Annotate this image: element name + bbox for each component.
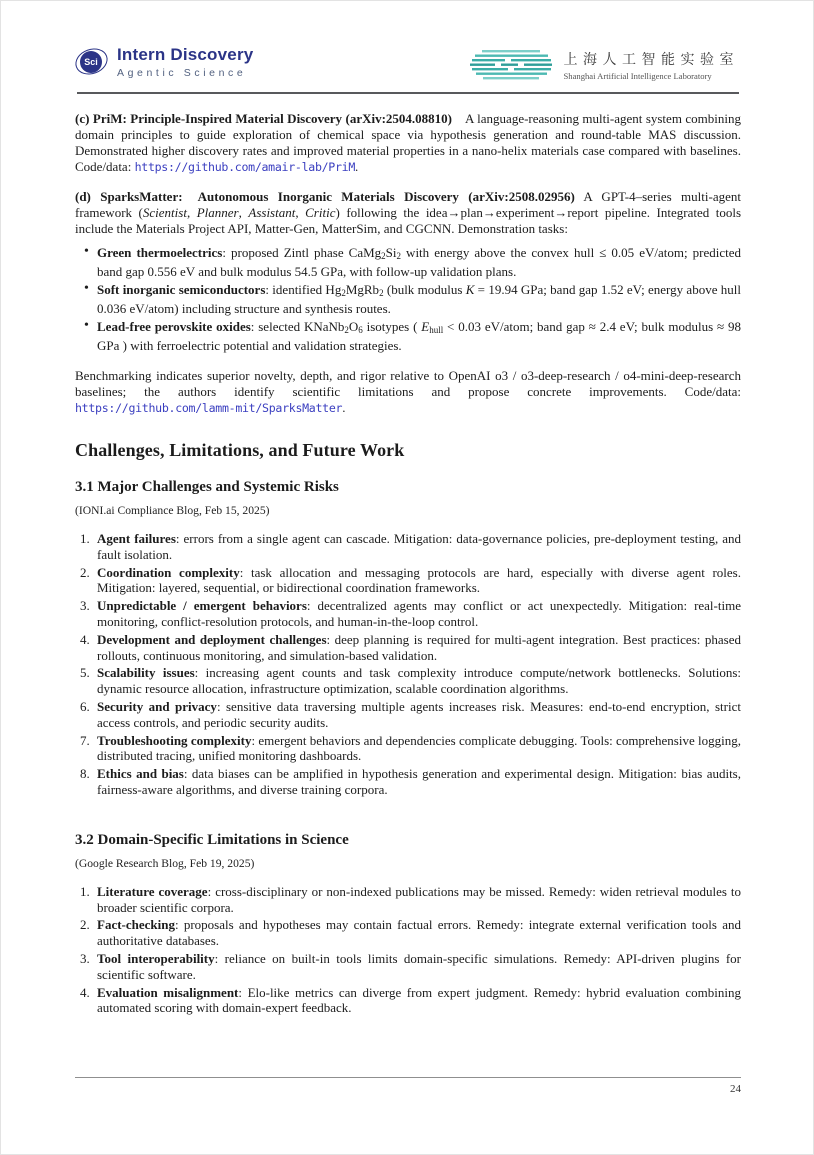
code-repo-link[interactable]: https://github.com/amair-lab/PriM — [134, 160, 356, 174]
text-segment: : identified Hg — [265, 282, 342, 297]
text-segment: ) following the idea→plan→experiment→report pipeline. Integrated tools include the Materials Project API, Matter-Gen, MatterSim, and CGCNN. Demonstration tasks: — [75, 205, 742, 236]
list-item — [75, 733, 741, 765]
text-segment: : proposed Zintl phase CaMg — [222, 245, 382, 260]
footer-divider — [75, 1077, 741, 1078]
text-segment: : reliance on built-in tools limits domain-specific simulations. Remedy: API-driven plugins for scientific software. — [97, 950, 742, 982]
text-segment: 2 — [344, 325, 349, 335]
list-item — [75, 951, 741, 983]
text-segment: Development and deployment challenges — [97, 631, 327, 647]
challenges-list — [75, 531, 741, 798]
text-segment: : decentralized agents may conflict or act unexpectedly. Mitigation: real-time monitoring, conflict-resolution protocols, and human-in-the-loop control. — [97, 598, 741, 629]
list-item — [75, 766, 741, 798]
list-item — [75, 699, 741, 731]
text-segment: Unpredictable / emergent behaviors — [97, 598, 307, 614]
teal-stripes-icon — [470, 47, 554, 83]
text-segment: : selected KNaNb — [250, 319, 345, 334]
sci-atom-icon — [75, 45, 109, 79]
text-segment: , — [295, 205, 306, 220]
text-segment: A language-reasoning multi-agent system combining domain principles to guide exploration of chemical space via hypothesis generation and round-table MAS discussion. Demonstrated higher discovery rates and improved material properties in a nano-helix materials case compared with baselines. Code/data: — [75, 111, 741, 174]
text-segment: Si — [385, 245, 397, 260]
text-segment: Green thermoelectrics — [97, 245, 223, 260]
shanghai-ai-lab-logo — [470, 47, 740, 83]
list-item — [75, 531, 741, 563]
text-segment: with energy above the convex hull ≤ 0.05 eV/atom; predicted band gap 0.556 eV and bulk modulus 54.5 GPa, with follow-up validation plans. — [97, 245, 741, 279]
logo-subtitle: Agentic Science — [117, 67, 247, 79]
list-item — [75, 985, 741, 1017]
page-header — [75, 45, 739, 83]
text-segment: : deep planning is required for multi-agent integration. Best practices: phased rollouts, continuous monitoring, and simulation-based validation. — [97, 631, 741, 663]
text-segment: E — [421, 319, 430, 334]
logo-title: Intern Discovery — [117, 45, 254, 64]
text-segment: Troubleshooting complexity — [97, 732, 252, 748]
text-segment: isotypes ( — [362, 319, 422, 334]
lab-text-block — [564, 49, 740, 81]
paragraph-sparksmatter — [75, 189, 741, 237]
text-segment: : data biases can be amplified in hypothesis generation and experimental design. Mitigation: bias audits, fairness-aware algorithms, and diverse training corpora. — [97, 766, 741, 797]
text-segment: 6 — [358, 325, 363, 335]
text-segment: Coordination complexity — [97, 564, 240, 580]
text-segment: : errors from a single agent can cascade. Mitigation: data-governance policies, pre-deployment testing, and fault isolation. — [97, 531, 741, 562]
text-segment: = 19.94 GPa; band gap 1.52 eV; energy above hull 0.036 eV/atom) including structure and synthesis routes. — [97, 282, 741, 316]
page-number: 24 — [730, 1083, 741, 1095]
text-segment: Critic — [305, 205, 336, 220]
limitations-list — [75, 884, 741, 1016]
text-segment: , — [238, 205, 249, 220]
code-repo-link[interactable]: https://github.com/lamm-mit/SparksMatter — [75, 401, 343, 415]
text-segment: (d) SparksMatter: Autonomous Inorganic Materials Discovery (arXiv:2508.02956) — [75, 189, 575, 204]
text-segment: 2 — [381, 251, 386, 261]
section-title: Challenges, Limitations, and Future Work — [75, 440, 405, 460]
subsection-3-2-title: 3.2 Domain-Specific Limitations in Science — [75, 831, 349, 848]
list-item — [75, 665, 741, 697]
text-segment: Agent failures — [97, 531, 176, 546]
text-segment: Assistant — [248, 205, 296, 220]
text-segment: Fact-checking — [97, 917, 175, 933]
text-segment: Scientist — [142, 205, 187, 220]
text-segment: Soft inorganic semiconductors — [97, 282, 266, 297]
text-segment: Evaluation misalignment — [97, 984, 239, 1000]
source-3-1: (IONI.ai Compliance Blog, Feb 15, 2025) — [75, 504, 270, 517]
document-body — [75, 111, 741, 1026]
text-segment: , — [186, 205, 197, 220]
source-3-2: (Google Research Blog, Feb 19, 2025) — [75, 856, 255, 870]
lab-name-zh: 上海人工智能实验室 — [563, 53, 739, 68]
list-item — [75, 245, 741, 280]
lab-name-en: Shanghai Artificial Intelligence Laboratory — [563, 71, 712, 81]
text-segment: Literature coverage — [97, 883, 208, 899]
text-segment: O — [348, 319, 359, 334]
text-segment: : sensitive data traversing multiple agents increases risk. Measures: end-to-end encryption, strict access controls, and periodic security audits. — [97, 698, 741, 730]
list-item — [75, 598, 741, 630]
text-segment: Planner — [196, 205, 239, 220]
page-footer — [75, 1077, 741, 1095]
list-item — [75, 632, 741, 664]
list-item — [75, 319, 741, 354]
text-segment: 2 — [396, 251, 402, 261]
text-segment: 2 — [341, 288, 346, 298]
paragraph-benchmarking — [75, 368, 741, 416]
sci-badge: Sci — [80, 51, 102, 73]
paragraph-prim — [75, 111, 741, 175]
logo-text-block — [117, 45, 253, 79]
text-segment: Lead-free perovskite oxides — [97, 319, 251, 334]
text-segment: K — [465, 282, 475, 297]
text-segment: 2 — [379, 288, 384, 298]
text-segment: . — [342, 400, 346, 415]
text-segment: Benchmarking indicates superior novelty, depth, and rigor relative to OpenAI o3 / o3-deep-research / o4-mini-deep-research baselines; the authors identify scientific limitations and propose concrete improvements. Code/data: — [75, 368, 741, 399]
text-segment: : emergent behaviors and dependencies complicate debugging. Tools: comprehensive logging, distributed tracing, unified monitoring dashboards. — [97, 732, 741, 764]
text-segment: : increasing agent counts and task complexity introduce compute/network bottlenecks. Solutions: dynamic resource allocation, infrastructure optimization, scalable coordination algorithms. — [97, 665, 741, 697]
text-segment: (c) PriM: Principle-Inspired Material Discovery (arXiv:2504.08810) — [75, 111, 453, 126]
subsection-3-1-title: 3.1 Major Challenges and Systemic Risks — [75, 479, 339, 495]
text-segment: Security and privacy — [97, 698, 217, 714]
text-segment: A GPT-4–series multi-agent framework ( — [75, 189, 741, 220]
text-segment: Scalability issues — [97, 665, 195, 681]
text-segment: : task allocation and messaging protocols are hard, especially with diverse agent roles. Mitigation: layered, sequential, or bidirectional coordination frameworks. — [97, 564, 741, 596]
text-segment: MgRb — [345, 282, 380, 297]
demo-tasks-list — [75, 245, 741, 354]
text-segment: : proposals and hypotheses may contain factual errors. Remedy: integrate external verification tools and authoritative databases. — [97, 917, 741, 949]
header-divider — [77, 92, 739, 94]
list-item — [75, 917, 741, 949]
text-segment: hull — [429, 325, 444, 335]
text-segment: . — [355, 159, 359, 174]
text-segment: : cross-disciplinary or non-indexed publications may be missed. Remedy: widen retrieval modules to broader scientific corpora. — [97, 883, 741, 915]
text-segment: < 0.03 eV/atom; band gap ≈ 2.4 eV; bulk modulus ≈ 98 GPa ) with ferroelectric potential and validation strategies. — [97, 319, 741, 353]
text-segment: Ethics and bias — [97, 766, 184, 782]
list-item — [75, 282, 741, 317]
list-item — [75, 565, 741, 597]
intern-discovery-logo — [75, 45, 253, 79]
text-segment: : Elo-like metrics can diverge from expert judgment. Remedy: hybrid evaluation combining automated scoring with domain-expert feedback. — [97, 984, 741, 1016]
list-item — [75, 884, 741, 916]
text-segment: (bulk modulus — [383, 282, 466, 297]
text-segment: Tool interoperability — [97, 950, 215, 966]
